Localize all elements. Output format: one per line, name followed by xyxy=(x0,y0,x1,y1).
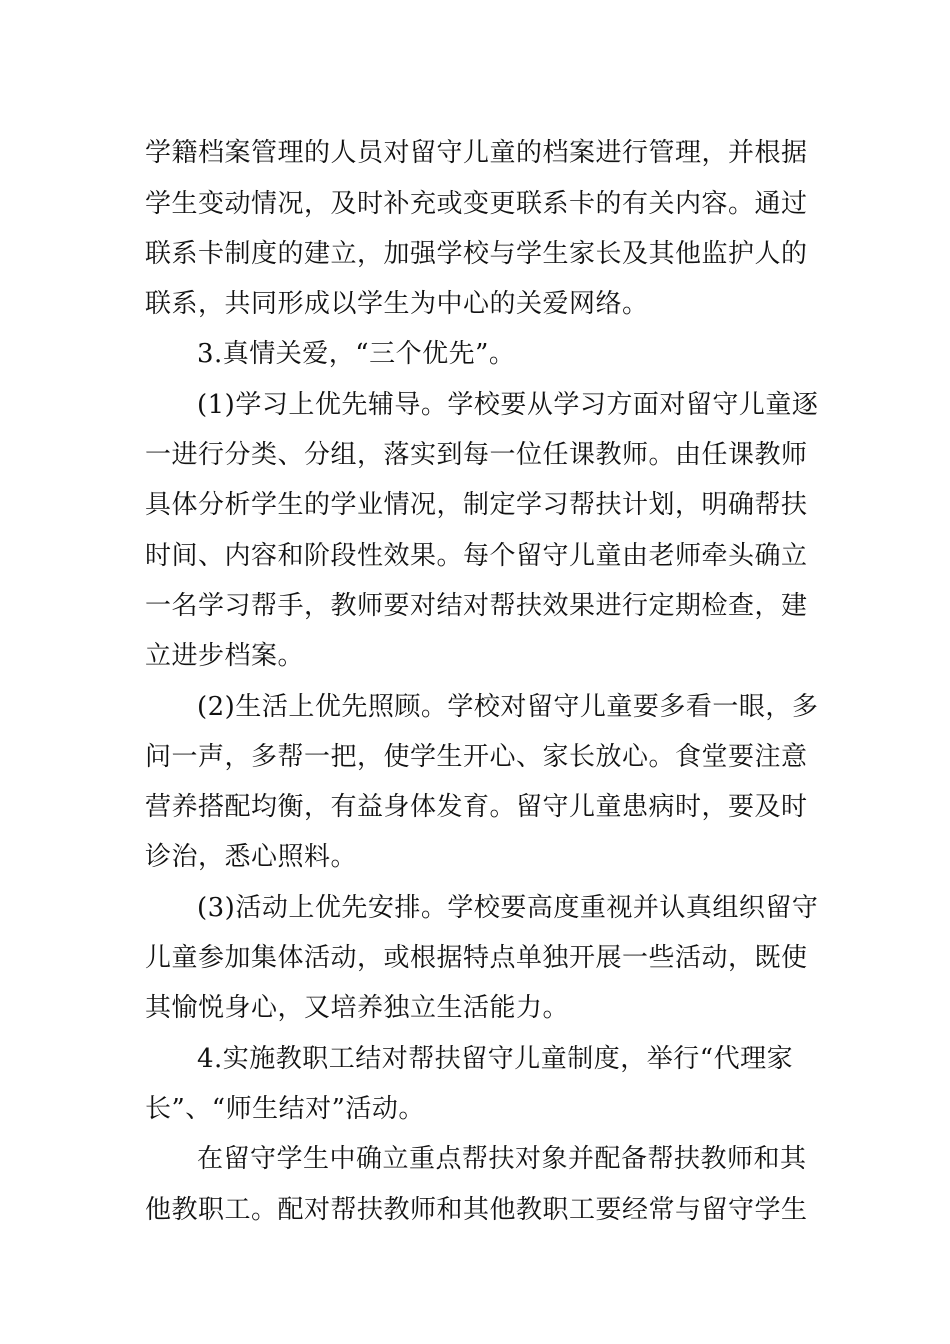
text-line: 诊治，悉心照料。 xyxy=(145,842,358,872)
text-line: 在留守学生中确立重点帮扶对象并配备帮扶教师和其 xyxy=(197,1144,807,1174)
text-line: 具体分析学生的学业情况，制定学习帮扶计划，明确帮扶 xyxy=(145,490,808,520)
text-line: 联系，共同形成以学生为中心的关爱网络。 xyxy=(145,289,649,319)
text-line: 立进步档案。 xyxy=(145,641,305,671)
text-line: 联系卡制度的建立，加强学校与学生家长及其他监护人的 xyxy=(145,239,808,269)
text-line: 学籍档案管理的人员对留守儿童的档案进行管理，并根据 xyxy=(145,138,808,168)
section-heading: 4.实施教职工结对帮扶留守儿童制度，举行“代理家 xyxy=(197,1044,794,1074)
text-line: 一名学习帮手，教师要对结对帮扶效果进行定期检查，建 xyxy=(145,591,808,621)
text-line: 儿童参加集体活动，或根据特点单独开展一些活动，既使 xyxy=(145,943,808,973)
text-line: 营养搭配均衡，有益身体发育。留守儿童患病时，要及时 xyxy=(145,792,808,822)
text-line: (1)学习上优先辅导。学校要从学习方面对留守儿童逐 xyxy=(197,390,819,420)
text-line: 其愉悦身心，又培养独立生活能力。 xyxy=(145,993,570,1023)
text-line: 长”、“师生结对”活动。 xyxy=(145,1094,425,1124)
text-line: 时间、内容和阶段性效果。每个留守儿童由老师牵头确立 xyxy=(145,541,808,571)
text-line: (3)活动上优先安排。学校要高度重视并认真组织留守 xyxy=(197,893,819,923)
text-line: 学生变动情况，及时补充或变更联系卡的有关内容。通过 xyxy=(145,189,808,219)
section-heading: 3.真情关爱，“三个优先”。 xyxy=(197,339,516,369)
text-line: 他教职工。配对帮扶教师和其他教职工要经常与留守学生 xyxy=(145,1195,808,1225)
text-line: (2)生活上优先照顾。学校对留守儿童要多看一眼，多 xyxy=(197,692,819,722)
text-line: 一进行分类、分组，落实到每一位任课教师。由任课教师 xyxy=(145,440,808,470)
text-line: 问一声，多帮一把，使学生开心、家长放心。食堂要注意 xyxy=(145,742,808,772)
